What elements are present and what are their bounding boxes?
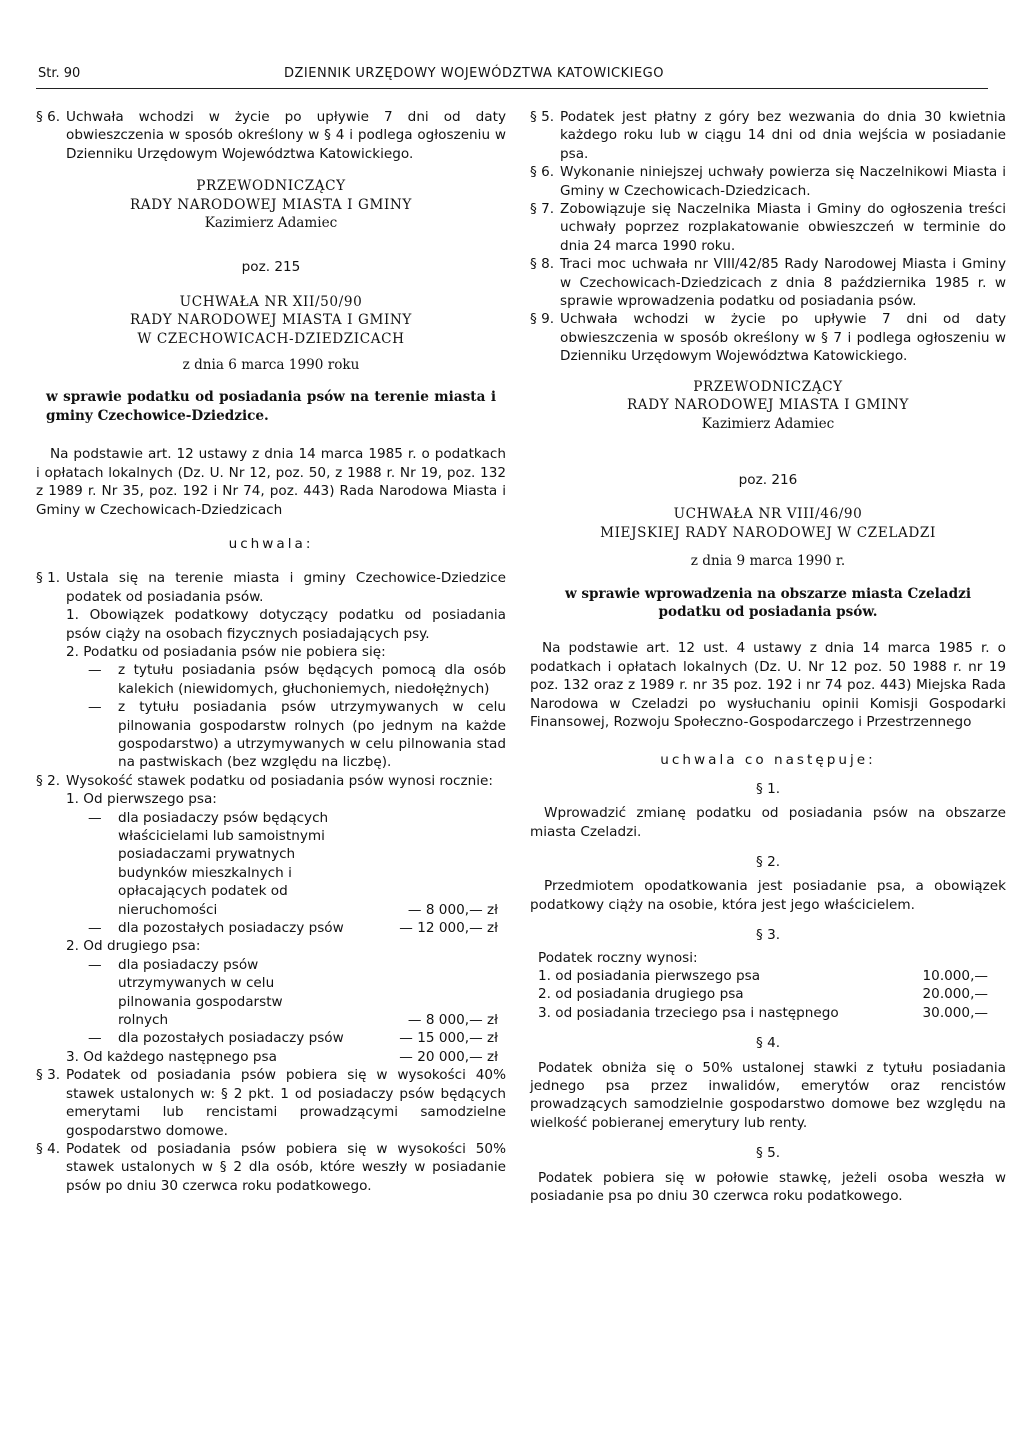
rate-item [36,1048,506,1066]
rate-item: — dla pozostałych posiadaczy psów — 12 000,— zł [88,920,498,937]
resolution-title: UCHWAŁA NR VIII/46/90 [673,506,863,523]
gazette-title: DZIENNIK URZĘDOWY WOJEWÓDZTWA KATOWICKIEGO [284,66,664,81]
signature-name: Kazimierz Adamiec [204,215,338,232]
tax-rate-label: 2. od posiadania drugiego psa [538,986,744,1003]
section-9 [530,310,1006,365]
section-8 [530,255,1006,310]
section-mark: § 7. [530,201,555,218]
signature-name: Kazimierz Adamiec [701,415,835,432]
signature-title: PRZEWODNICZĄCY [693,378,843,395]
tax-rate-label: 1. od posiadania pierwszego psa [538,968,761,985]
resolution-org: MIEJSKIEJ RADY NARODOWEJ W CZELADZI [600,524,936,541]
page-header [36,64,988,89]
rate-item: — dla pozostałych posiadaczy psów — 15 000,— zł [88,1030,498,1047]
section-text: Ustala się na terenie miasta i gminy Czechowice-Dziedzice podatek od posiadania psów. [66,570,506,605]
exemption-item: — z tytułu posiadania psów utrzymywanych w celu pilnowania gospodarstw rolnych (po jednym na każde gospodarstwo) a utrzymywanych w celu pilnowania stad na pastwiskach (bez względu na liczbę). [88,699,506,771]
rate-item: — dla posiadaczy psów utrzymywanych w celu pilnowania gospodarstw rolnych — 8 000,— zł [88,956,498,1029]
resolution-subject: w sprawie wprowadzenia na obszarze miasta Czeladzi podatku od posiadania psów. [564,585,972,620]
section-1-point-2: 2. Podatku od posiadania psów nie pobiera się: [66,643,386,660]
section-heading: § 1. [755,780,781,797]
section-text: Uchwała wchodzi w życie po upływie 7 dni od daty obwieszczenia w sposób określony w § 4 i podlega ogłoszeniu w Dzienniku Urzędowym Województwa Katowickiego. [66,109,506,162]
decides-heading: uchwala co następuje: [660,752,876,769]
section-text: Podatek od posiadania psów pobiera się w wysokości 50% stawek ustalonych w § 2 dla osób, które weszły w posiadanie psów po dniu 30 czerwca roku podatkowego. [66,1140,506,1194]
section-text: Traci moc uchwała nr VIII/42/85 Rady Narodowej Miasta i Gminy w Czechowicach-Dziedzicach z dnia 8 października 1985 r. w sprawie wprowadzenia podatku od posiadania psów. [560,256,1006,310]
rate-label: dla pozostałych posiadaczy psów [118,920,344,937]
rate-amount: — 20 000,— zł [399,1048,498,1065]
section-text: Wykonanie niniejszej uchwały powierza się Naczelnikowi Miasta i Gminy w Czechowicach-Dziedzicach. [560,164,1006,199]
section-mark: § 5. [530,109,555,125]
rate-amount: — 8 000,— zł [407,901,498,918]
rate-group-1: 1. Od pierwszego psa: [66,791,217,808]
resolution-org-line2: W CZECHOWICACH-DZIEDZICACH [137,330,405,347]
section-mark: § 4. [36,1140,61,1157]
rate-group-2: 2. Od drugiego psa: [66,938,201,955]
section-mark: § 1. [36,570,61,587]
section-6 [530,163,1006,200]
section-text: Uchwała wchodzi w życie po upływie 7 dni od daty obwieszczenia w sposób określony w § 7 i podlega ogłoszeniu w Dzienniku Urzędowym Województwa Katowickiego. [560,311,1006,365]
rate-amount: — 8 000,— zł [407,1012,498,1029]
section-text: Podatek od posiadania psów pobiera się w wysokości 40% stawek ustalonych w: § 2 pkt. 1 od posiadaczy psów będących emerytami lub rencistami prowadzącymi samodzielne gospodarstwo domowe. [66,1067,506,1139]
section-heading: § 2. [755,854,781,870]
tax-rate-table [538,967,988,1022]
section-text: Podatek jest płatny z góry bez wezwania do dnia 30 kwietnia każdego roku lub w ciągu 14 dni od dnia wejścia w posiadanie psa. [560,109,1006,162]
section-heading: § 3. [755,927,781,944]
section-heading: § 4. [755,1035,781,1052]
tax-rate-label: 3. od posiadania trzeciego psa i następnego [538,1004,839,1021]
section-text: Przedmiotem opodatkowania jest posiadanie psa, a obowiązek podatkowy ciąży na osobie, która jest jego właścicielem. [530,878,1006,913]
left-column [36,108,506,1195]
position-number: poz. 215 [241,259,301,276]
section-mark: § 6. [530,164,555,181]
tax-rate-row [538,967,988,985]
rate-label: dla posiadaczy psów utrzymywanych w celu pilnowania gospodarstw rolnych [118,956,283,1029]
section-2 [36,772,506,790]
exemption-text: z tytułu posiadania psów utrzymywanych w celu pilnowania gospodarstw rolnych (po jednym na każde gospodarstwo) a utrzymywanych w celu pilnowania stad na pastwiskach (bez względu na liczbę). [118,699,506,771]
rate-amount: — 15 000,— zł [399,1030,498,1047]
resolution-org-line1: RADY NARODOWEJ MIASTA I GMINY [129,312,413,329]
exemption-item: — z tytułu posiadania psów będących pomocą dla osób kalekich (niewidomych, głuchoniemych, niedołężnych) [88,662,506,697]
section-4 [36,1140,506,1195]
section-text: Zobowiązuje się Naczelnika Miasta i Gminy do ogłoszenia treści uchwały poprzez rozplakatowanie obwieszczeń w terminie do dnia 24 marca 1990 roku. [560,201,1006,254]
tax-rate-value: 30.000,— [922,1004,988,1021]
resolution-title: UCHWAŁA NR XII/50/90 [179,293,363,310]
right-column [530,108,1006,1206]
section-1-point-1: 1. Obowiązek podatkowy dotyczący podatku od posiadania psów ciąży na osobach fizycznych posiadających psy. [66,607,506,642]
section-text: Wprowadzić zmianę podatku od posiadania psów na obszarze miasta Czeladzi. [530,805,1006,840]
tax-rate-value: 20.000,— [922,986,988,1003]
rate-label: 3. Od każdego następnego psa [66,1048,277,1065]
tax-rate-row [538,1004,988,1022]
signature-org: RADY NARODOWEJ MIASTA I GMINY [626,397,910,414]
section-text: Podatek roczny wynosi: [538,949,698,966]
section-text: Podatek pobiera się w połowie stawkę, jeżeli osoba weszła w posiadanie psa po dniu 30 czerwca roku podatkowego. [530,1169,1006,1205]
section-6-prev [36,108,506,163]
section-mark: § 9. [530,311,555,328]
section-3 [36,1066,506,1140]
section-mark: § 2. [36,772,61,789]
rate-item: — dla posiadaczy psów będących właścicielami lub samoistnymi posiadaczami prywatnych budynków mieszkalnych i opłacających podatek od nieruchomości — 8 000,— zł [88,809,498,918]
signature-org: RADY NARODOWEJ MIASTA I GMINY [129,196,413,213]
rate-label: dla posiadaczy psów będących właścicielami lub samoistnymi posiadaczami prywatnych budynków mieszkalnych i opłacających podatek od nieruchomości [118,809,329,918]
section-mark: § 6. [36,109,61,125]
legal-basis: Na podstawie art. 12 ustawy z dnia 14 marca 1985 r. o podatkach i opłatach lokalnych (Dz. U. Nr 12, poz. 50, z 1988 r. Nr 19, poz. 132 z 1989 r. Nr 35, poz. 192 i Nr 74, poz. 443) Rada Narodowa Miasta i Gminy w Czechowicach-Dziedzicach [36,446,506,518]
resolution-date: z dnia 9 marca 1990 r. [690,553,846,570]
decides-heading: uchwala: [228,535,314,552]
resolution-date: z dnia 6 marca 1990 roku [182,357,360,374]
resolution-subject: w sprawie podatku od posiadania psów na terenie miasta i gminy Czechowice-Dziedzice. [46,389,496,424]
position-number: poz. 216 [738,471,798,488]
page-number: Str. 90 [38,66,81,81]
section-mark: § 8. [530,256,555,273]
section-text: Wysokość stawek podatku od posiadania psów wynosi rocznie: [66,772,493,789]
exemption-text: z tytułu posiadania psów będących pomocą dla osób kalekich (niewidomych, głuchoniemych, niedołężnych) [118,662,506,697]
tax-rate-row [538,985,988,1003]
section-mark: § 3. [36,1067,61,1084]
section-5 [530,108,1006,163]
rate-amount: — 12 000,— zł [399,920,498,937]
section-text: Podatek obniża się o 50% ustalonej stawki z tytułu posiadania jednego psa przez inwalidów, emerytów oraz rencistów prowadzących samodzielnie gospodarstwo domowe bez względu na wielkość pobieranej emerytury lub renty. [530,1059,1006,1131]
signature-title: PRZEWODNICZĄCY [196,178,346,195]
section-1 [36,569,506,606]
legal-basis: Na podstawie art. 12 ust. 4 ustawy z dnia 14 marca 1985 r. o podatkach i opłatach lokalnych (Dz. U. Nr 12 poz. 50 1988 r. nr 19 poz. 132 oraz z 1989 r. nr 35 poz. 192 i nr 74 poz. 443) Miejska Rada Narodowa w Czeladzi po wysłuchaniu opinii Komisji Gospodarki Finansowej, Rozwoju Społeczno-Gospodarczego i Przestrzennego [530,640,1006,730]
section-7 [530,200,1006,255]
section-heading: § 5. [755,1145,781,1162]
tax-rate-value: 10.000,— [922,968,988,985]
rate-label: dla pozostałych posiadaczy psów [118,1030,344,1047]
